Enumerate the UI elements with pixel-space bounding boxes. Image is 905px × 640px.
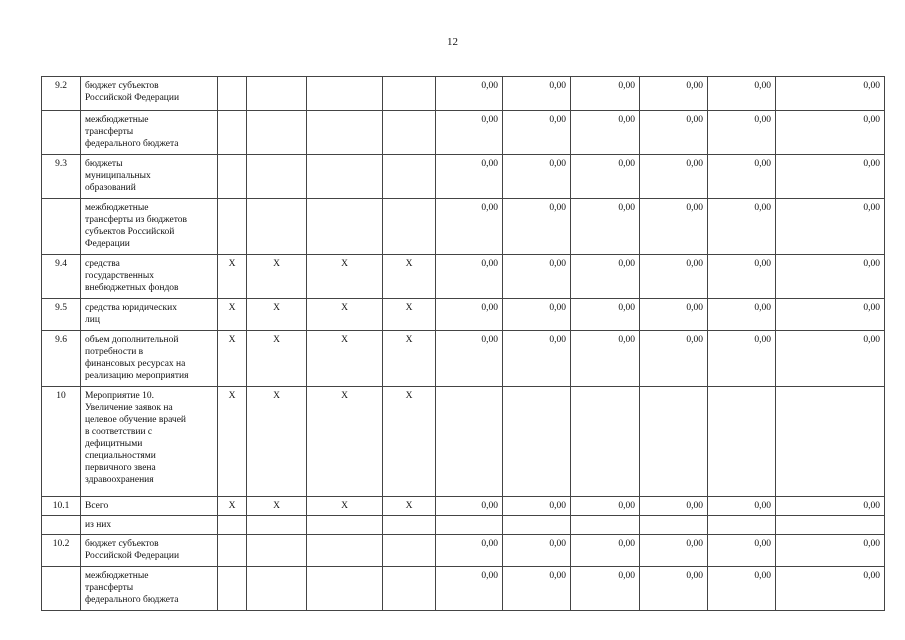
value-cell: 0,00 (571, 497, 640, 516)
mark-cell (383, 567, 436, 611)
value-cell: 0,00 (436, 155, 503, 199)
description-text: бюджет субъектов Российской Федерации (85, 539, 180, 561)
value-cell: 0,00 (571, 111, 640, 155)
mark-cell (247, 155, 307, 199)
mark-cell: X (307, 299, 383, 331)
row-number-cell (42, 199, 81, 255)
mark-cell: X (383, 387, 436, 497)
value-cell: 0,00 (640, 199, 708, 255)
value-cell: 0,00 (776, 111, 885, 155)
row-number-cell (42, 567, 81, 611)
value-cell: 0,00 (708, 497, 776, 516)
value-cell (436, 516, 503, 535)
table-row (42, 516, 885, 535)
mark-cell (218, 567, 247, 611)
description-text: средства государственных внебюджетных фондов (85, 259, 179, 293)
description-text: из них (85, 520, 112, 530)
mark-cell (307, 199, 383, 255)
value-cell (640, 516, 708, 535)
mark-cell (247, 535, 307, 567)
mark-cell: X (247, 387, 307, 497)
table-row (42, 77, 885, 111)
mark-cell (383, 111, 436, 155)
value-cell: 0,00 (776, 535, 885, 567)
value-cell: 0,00 (640, 111, 708, 155)
row-number-cell (42, 516, 81, 535)
table-row (42, 299, 885, 331)
table-row (42, 535, 885, 567)
value-cell: 0,00 (776, 567, 885, 611)
table-row (42, 497, 885, 516)
row-number-cell: 9.3 (42, 155, 81, 199)
value-cell: 0,00 (503, 331, 571, 387)
description-text: межбюджетные трансферты федерального бюджета (85, 571, 179, 605)
table-row (42, 567, 885, 611)
value-cell: 0,00 (640, 155, 708, 199)
value-cell: 0,00 (708, 155, 776, 199)
mark-cell: X (383, 331, 436, 387)
mark-cell (307, 111, 383, 155)
mark-cell (218, 111, 247, 155)
mark-cell: X (307, 387, 383, 497)
description-cell (81, 155, 218, 199)
value-cell: 0,00 (571, 331, 640, 387)
value-cell: 0,00 (640, 331, 708, 387)
description-cell (81, 535, 218, 567)
value-cell: 0,00 (436, 111, 503, 155)
table-row (42, 255, 885, 299)
mark-cell: X (307, 331, 383, 387)
value-cell: 0,00 (776, 77, 885, 111)
value-cell: 0,00 (436, 255, 503, 299)
description-cell (81, 77, 218, 111)
value-cell: 0,00 (640, 77, 708, 111)
row-number-cell: 9.4 (42, 255, 81, 299)
value-cell: 0,00 (640, 497, 708, 516)
mark-cell: X (218, 497, 247, 516)
value-cell: 0,00 (436, 567, 503, 611)
table-row (42, 155, 885, 199)
description-cell (81, 199, 218, 255)
description-cell (81, 255, 218, 299)
value-cell: 0,00 (503, 199, 571, 255)
description-text: бюджеты муниципальных образований (85, 159, 151, 193)
value-cell: 0,00 (571, 567, 640, 611)
value-cell: 0,00 (776, 199, 885, 255)
value-cell (708, 516, 776, 535)
description-cell (81, 497, 218, 516)
value-cell: 0,00 (708, 111, 776, 155)
mark-cell (383, 535, 436, 567)
description-cell (81, 111, 218, 155)
value-cell: 0,00 (708, 199, 776, 255)
value-cell (571, 516, 640, 535)
mark-cell: X (247, 299, 307, 331)
mark-cell (307, 155, 383, 199)
value-cell: 0,00 (776, 331, 885, 387)
value-cell (640, 387, 708, 497)
description-text: Мероприятие 10. Увеличение заявок на целевое обучение врачей в соответствии с дефицитными специальностями первичного звена здравоохранения (85, 391, 187, 485)
description-cell (81, 331, 218, 387)
value-cell: 0,00 (640, 567, 708, 611)
value-cell: 0,00 (708, 331, 776, 387)
mark-cell: X (383, 255, 436, 299)
mark-cell (247, 77, 307, 111)
mark-cell (383, 199, 436, 255)
description-text: межбюджетные трансферты федерального бюджета (85, 115, 179, 149)
mark-cell (218, 535, 247, 567)
mark-cell (307, 567, 383, 611)
value-cell: 0,00 (436, 535, 503, 567)
mark-cell: X (307, 497, 383, 516)
row-number-cell: 10.1 (42, 497, 81, 516)
value-cell: 0,00 (503, 299, 571, 331)
value-cell (436, 387, 503, 497)
value-cell: 0,00 (503, 255, 571, 299)
value-cell: 0,00 (640, 255, 708, 299)
value-cell: 0,00 (571, 199, 640, 255)
mark-cell (307, 516, 383, 535)
value-cell: 0,00 (503, 77, 571, 111)
page-number: 12 (447, 36, 458, 48)
description-text: средства юридических лиц (85, 303, 177, 325)
description-text: бюджет субъектов Российской Федерации (85, 81, 180, 103)
description-text: объем дополнительной потребности в финансовых ресурсах на реализацию мероприятия (85, 335, 189, 381)
table-body (42, 77, 885, 611)
row-number-cell: 9.6 (42, 331, 81, 387)
value-cell: 0,00 (571, 535, 640, 567)
mark-cell: X (218, 387, 247, 497)
value-cell: 0,00 (708, 567, 776, 611)
value-cell: 0,00 (776, 497, 885, 516)
row-number-cell (42, 111, 81, 155)
value-cell: 0,00 (776, 155, 885, 199)
mark-cell (218, 199, 247, 255)
value-cell: 0,00 (708, 299, 776, 331)
mark-cell (247, 199, 307, 255)
budget-table (41, 76, 885, 611)
description-text: Всего (85, 501, 109, 511)
value-cell: 0,00 (503, 497, 571, 516)
description-text: межбюджетные трансферты из бюджетов субъектов Российской Федерации (85, 203, 187, 249)
table-row (42, 199, 885, 255)
value-cell (503, 516, 571, 535)
value-cell: 0,00 (776, 255, 885, 299)
row-number-cell: 9.2 (42, 77, 81, 111)
value-cell: 0,00 (776, 299, 885, 331)
mark-cell: X (383, 497, 436, 516)
description-cell (81, 516, 218, 535)
table-row (42, 111, 885, 155)
row-number-cell: 10 (42, 387, 81, 497)
value-cell: 0,00 (571, 77, 640, 111)
mark-cell (218, 155, 247, 199)
mark-cell (383, 77, 436, 111)
mark-cell (247, 111, 307, 155)
mark-cell (307, 535, 383, 567)
mark-cell: X (218, 255, 247, 299)
mark-cell: X (218, 331, 247, 387)
value-cell: 0,00 (640, 535, 708, 567)
value-cell: 0,00 (436, 199, 503, 255)
value-cell: 0,00 (571, 299, 640, 331)
mark-cell: X (247, 255, 307, 299)
mark-cell (247, 567, 307, 611)
mark-cell (383, 516, 436, 535)
value-cell: 0,00 (436, 331, 503, 387)
mark-cell (247, 516, 307, 535)
mark-cell: X (218, 299, 247, 331)
description-cell (81, 387, 218, 497)
mark-cell (307, 77, 383, 111)
table-row (42, 387, 885, 497)
description-cell (81, 567, 218, 611)
mark-cell (383, 155, 436, 199)
value-cell: 0,00 (503, 111, 571, 155)
value-cell: 0,00 (708, 535, 776, 567)
value-cell: 0,00 (571, 155, 640, 199)
mark-cell: X (383, 299, 436, 331)
value-cell: 0,00 (436, 497, 503, 516)
value-cell: 0,00 (708, 77, 776, 111)
value-cell: 0,00 (503, 155, 571, 199)
value-cell: 0,00 (503, 535, 571, 567)
value-cell: 0,00 (503, 567, 571, 611)
mark-cell (218, 516, 247, 535)
mark-cell: X (307, 255, 383, 299)
value-cell: 0,00 (436, 299, 503, 331)
value-cell (708, 387, 776, 497)
value-cell (503, 387, 571, 497)
description-cell (81, 299, 218, 331)
table-row (42, 331, 885, 387)
value-cell (776, 516, 885, 535)
mark-cell (218, 77, 247, 111)
mark-cell: X (247, 331, 307, 387)
row-number-cell: 10.2 (42, 535, 81, 567)
value-cell: 0,00 (640, 299, 708, 331)
value-cell (776, 387, 885, 497)
value-cell (571, 387, 640, 497)
value-cell: 0,00 (708, 255, 776, 299)
mark-cell: X (247, 497, 307, 516)
value-cell: 0,00 (436, 77, 503, 111)
row-number-cell: 9.5 (42, 299, 81, 331)
value-cell: 0,00 (571, 255, 640, 299)
